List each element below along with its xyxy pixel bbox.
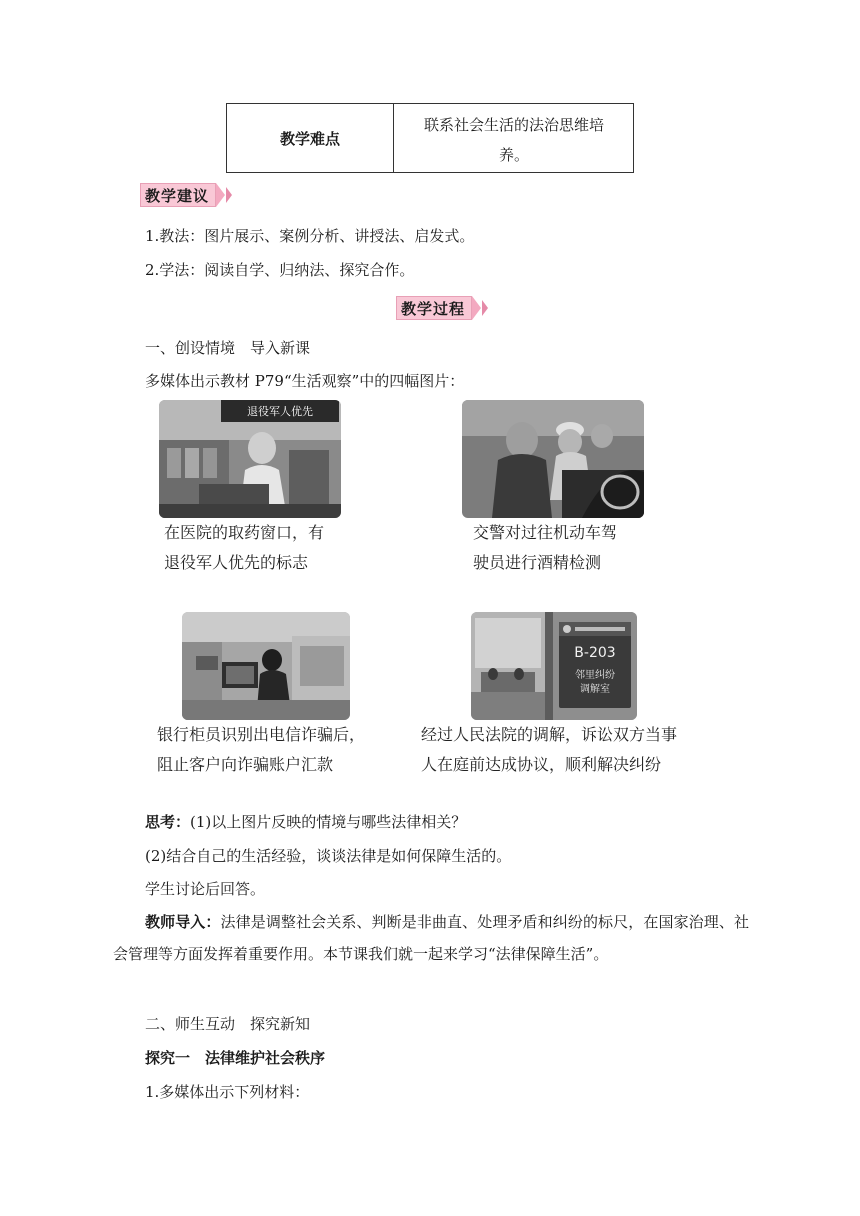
- banner-arrow-icon: [216, 183, 225, 207]
- teacher-intro-label: 教师导入：: [145, 913, 221, 931]
- thinking-q2: (2)结合自己的生活经验，谈谈法律是如何保障生活的。: [145, 847, 512, 865]
- caption-hospital: [164, 518, 324, 578]
- part1-intro: 多媒体出示教材 P79“生活观察”中的四幅图片：: [145, 372, 465, 390]
- teacher-intro-paragraph: [113, 906, 749, 970]
- hospital-sign-text: 退役军人优先: [247, 405, 313, 418]
- door-sign-line2: 调解室: [580, 684, 610, 695]
- difficulty-table: [226, 103, 634, 173]
- caption-traffic: [473, 518, 617, 578]
- thinking-label: 思考：: [145, 813, 191, 831]
- door-sign-line1: 邻里纠纷: [575, 670, 615, 681]
- caption-bank-line1: 银行柜员识别出电信诈骗后，: [157, 725, 366, 744]
- suggestion-banner: [140, 183, 232, 207]
- caption-traffic-line1: 交警对过往机动车驾: [473, 523, 618, 542]
- caption-hospital-line2: 退役军人优先的标志: [164, 553, 309, 572]
- photo-court-mediation: [471, 612, 637, 720]
- caption-bank: [157, 720, 365, 780]
- thinking-answer: 学生讨论后回答。: [145, 880, 266, 898]
- caption-court: [421, 720, 677, 780]
- thinking-q1: (1)以上图片反映的情境与哪些法律相关？: [190, 813, 467, 831]
- part2-heading: 二、师生互动 探究新知: [145, 1015, 311, 1033]
- caption-court-line2: 人在庭前达成协议，顺利解决纠纷: [421, 755, 662, 774]
- banner-arrow-small-icon: [226, 187, 232, 203]
- caption-bank-line2: 阻止客户向诈骗账户汇款: [157, 755, 334, 774]
- learning-method: 2.学法：阅读自学、归纳法、探究合作。: [145, 261, 415, 279]
- teaching-method: 1.教法：图片展示、案例分析、讲授法、启发式。: [145, 227, 475, 245]
- material-intro: 1.多媒体出示下列材料：: [145, 1083, 310, 1101]
- teacher-intro-text: 法律是调整社会关系、判断是非曲直、处理矛盾和纠纷的标尺，在国家治理、社会管理等方面发挥着重要作用。本节课我们就一起来学习“法律保障生活”。: [113, 913, 749, 963]
- process-banner: [396, 296, 488, 320]
- photo-hospital: [159, 400, 341, 518]
- banner-arrow-small-icon: [482, 300, 488, 316]
- door-sign-number: B-203: [574, 645, 616, 661]
- thinking-q1-row: [145, 812, 466, 832]
- table-content: [394, 110, 634, 170]
- suggestion-title: 教学建议: [140, 183, 216, 207]
- process-title: 教学过程: [396, 296, 472, 320]
- table-label: 教学难点: [279, 129, 340, 148]
- banner-arrow-icon: [472, 296, 481, 320]
- explore-title: 探究一 法律维护社会秩序: [145, 1049, 326, 1067]
- caption-hospital-line1: 在医院的取药窗口，有: [164, 523, 325, 542]
- table-content-line1: 联系社会生活的法治思维培: [423, 116, 604, 134]
- part1-heading: 一、创设情境 导入新课: [145, 339, 311, 357]
- table-content-line2: 养。: [498, 146, 529, 164]
- caption-court-line1: 经过人民法院的调解，诉讼双方当事: [421, 725, 678, 744]
- caption-traffic-line2: 驶员进行酒精检测: [473, 553, 602, 572]
- photo-bank-teller: [182, 612, 350, 720]
- photo-traffic-police: [462, 400, 644, 518]
